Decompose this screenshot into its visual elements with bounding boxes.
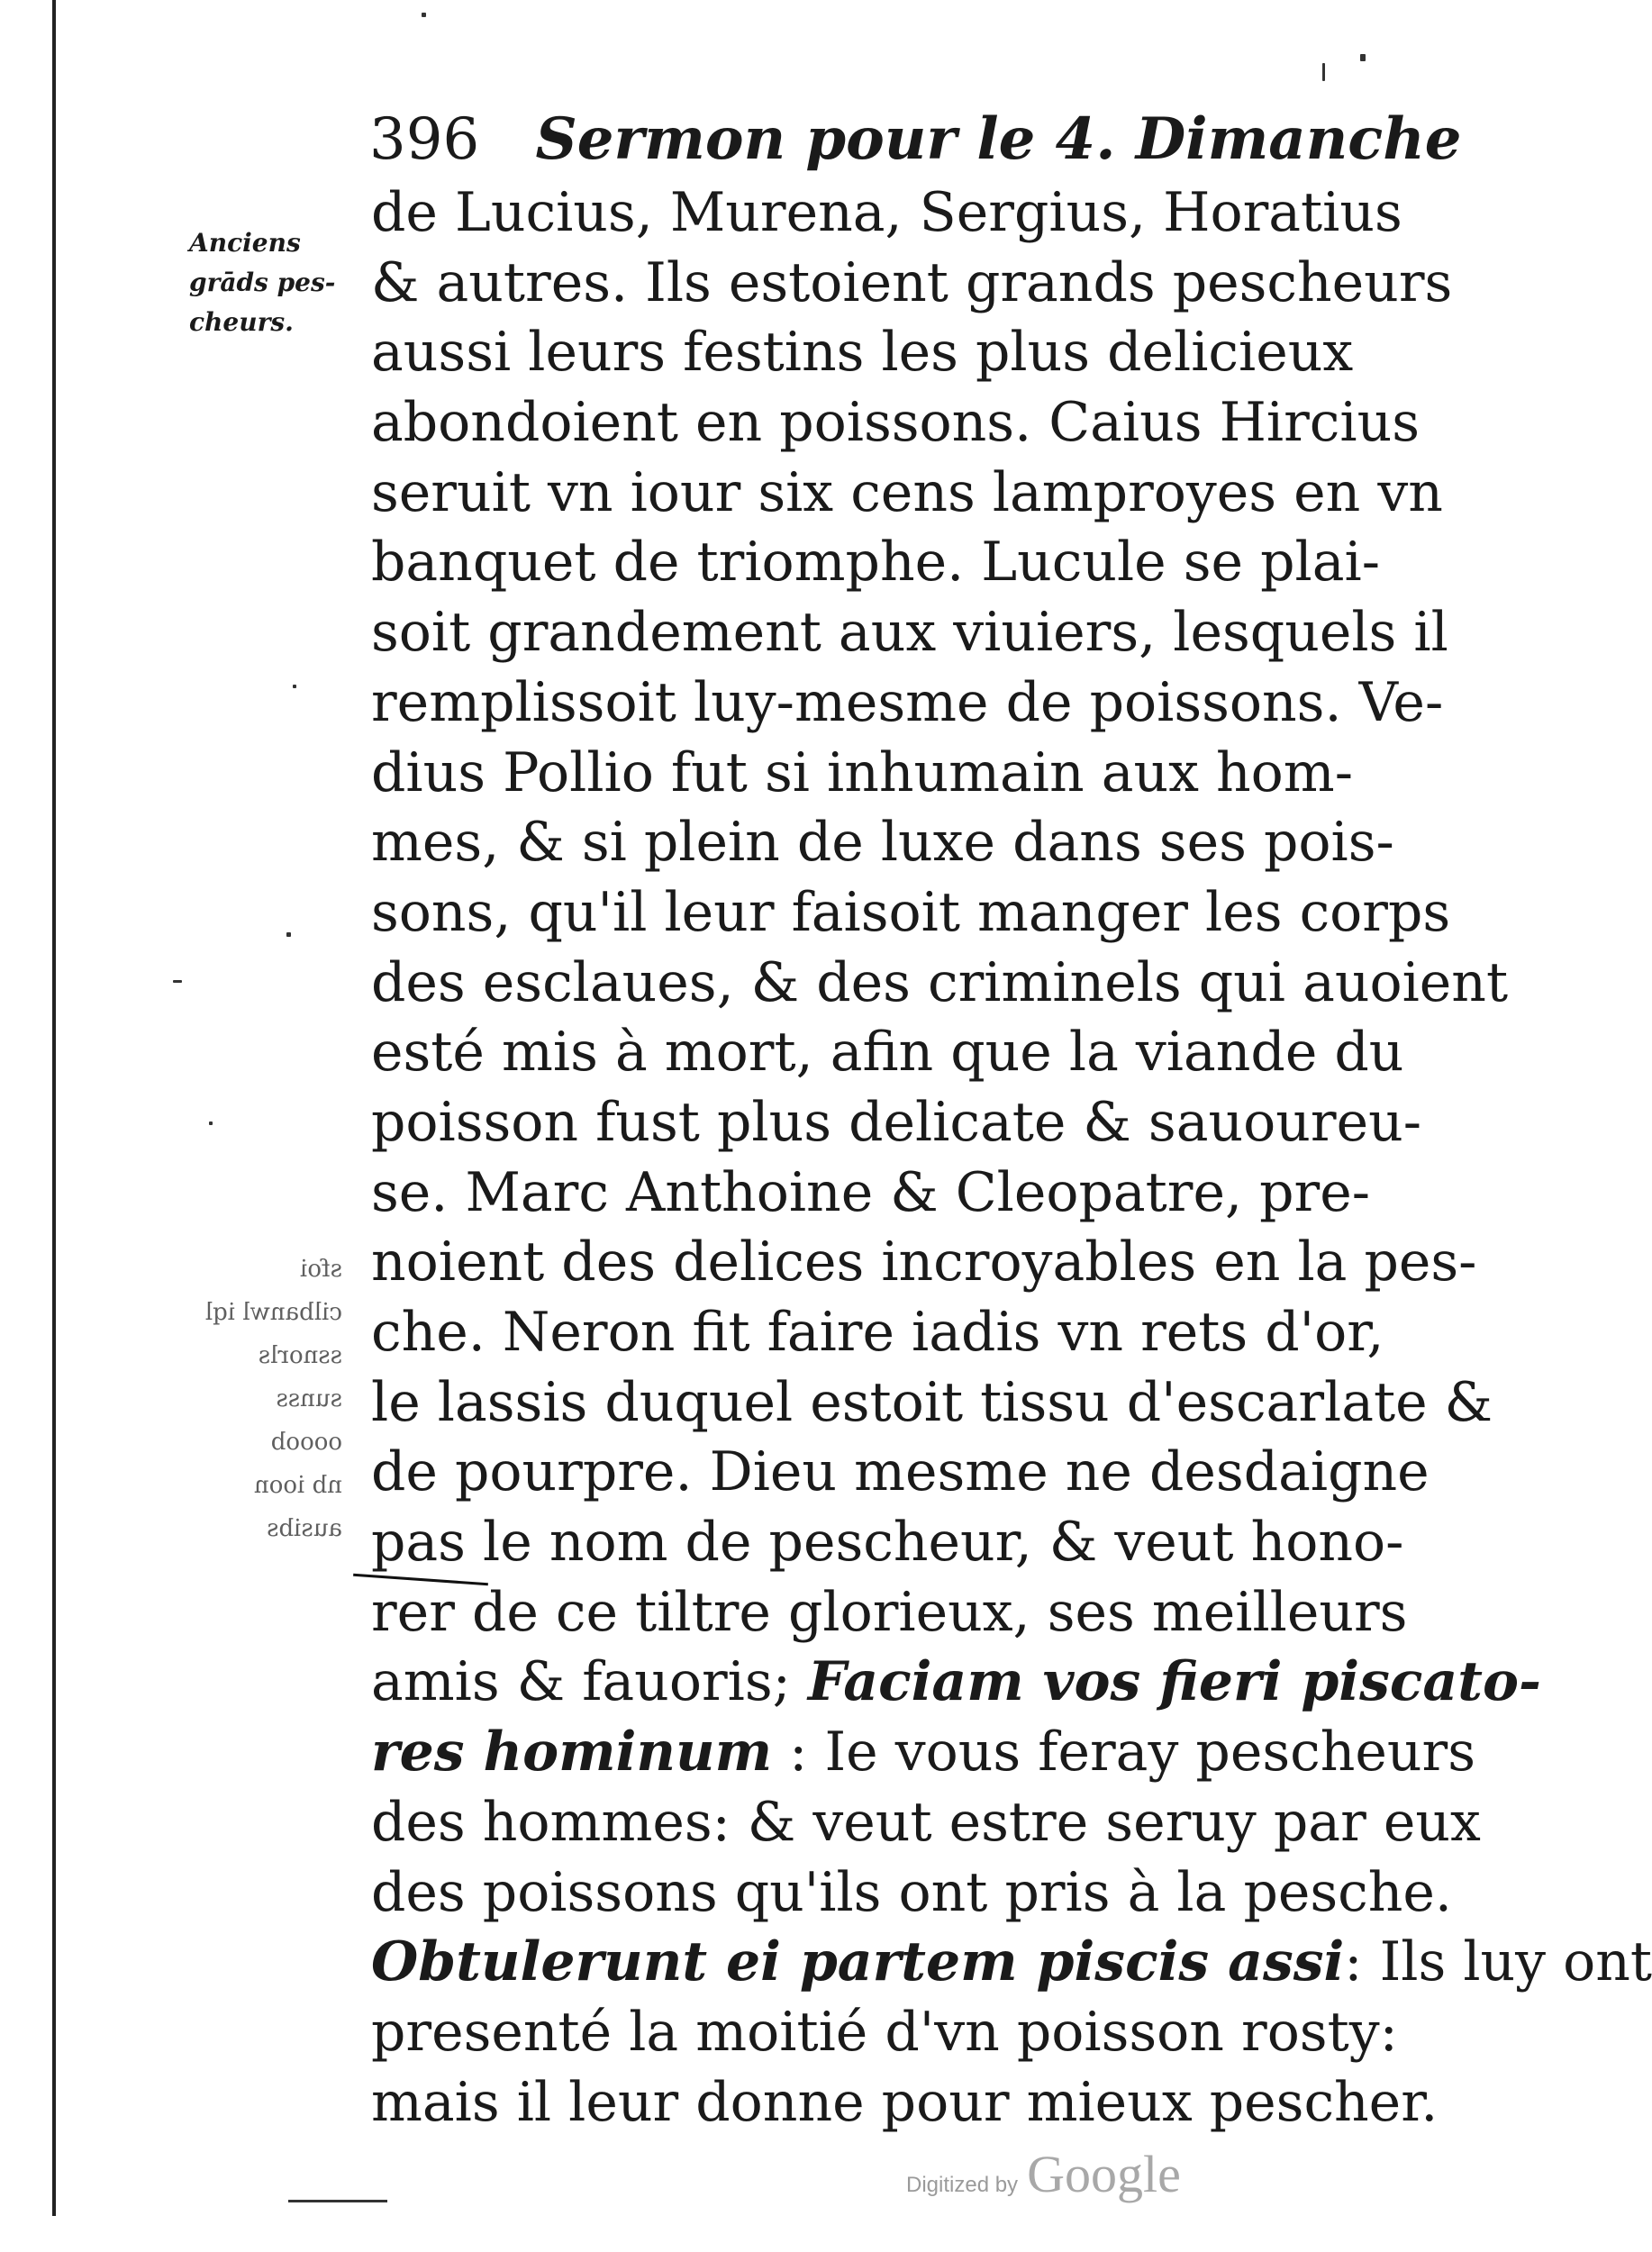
ink-speck (1360, 54, 1366, 61)
binding-edge (52, 0, 56, 2216)
watermark-prefix: Digitized by (906, 2173, 1019, 2197)
page-number: 396 (369, 106, 480, 173)
text-line: noient des delices incroyables en la pes- (371, 1230, 1477, 1294)
text-line: presenté la moitié d'vn poisson rosty: (371, 2000, 1398, 2064)
text-line: le lassis duquel estoit tissu d'escarlate & (371, 1370, 1493, 1434)
margin-note (189, 223, 369, 342)
text-line: banquet de triomphe. Lucule se plai- (371, 531, 1380, 595)
latin-quote: res hominum (371, 1721, 773, 1784)
ink-speck (173, 980, 182, 983)
digitization-watermark (906, 2144, 1181, 2207)
bottom-rule (288, 2200, 387, 2202)
bleed-through-text (171, 1248, 342, 1550)
bleed-line: ausibs (267, 1515, 342, 1542)
page-header (369, 99, 1462, 180)
text-segment: amis & fauoris; (371, 1650, 791, 1714)
ink-speck (209, 1121, 213, 1125)
text-line: des poissons qu'ils ont pris à la pesche. (371, 1860, 1452, 1924)
bleed-line: sfoi (300, 1256, 342, 1283)
text-line: de pourpre. Dieu mesme ne desdaigne (371, 1440, 1430, 1504)
bleed-line: cilbanwl iql (204, 1299, 342, 1326)
text-line: poisson fust plus delicate & sauoureu- (371, 1090, 1421, 1154)
body-text (371, 178, 1652, 2138)
text-line: des esclaues, & des criminels qui auoient (371, 950, 1509, 1014)
running-title: Sermon pour le 4. Dimanche (535, 105, 1462, 173)
text-line: mais il leur donne pour mieux pescher. (371, 2070, 1439, 2134)
watermark-brand: Google (1027, 2145, 1181, 2203)
text-line: abondoient en poissons. Caius Hircius (371, 391, 1421, 455)
text-line: pas le nom de pescheur, & veut hono- (371, 1511, 1404, 1575)
text-line: des hommes: & veut estre seruy par eux (371, 1790, 1481, 1854)
text-line: esté mis à mort, afin que la viande du (371, 1021, 1404, 1085)
bleed-line: ssnorls (258, 1342, 342, 1369)
bleed-line: oooob (270, 1429, 342, 1456)
text-line: soit grandement aux viuiers, lesquels il (371, 601, 1448, 665)
text-line: & autres. Ils estoient grands pescheurs (371, 250, 1453, 314)
margin-note-line: grāds pes- (189, 268, 336, 297)
margin-note-line: cheurs. (189, 307, 294, 337)
ink-speck (286, 932, 291, 937)
ink-speck (293, 685, 296, 688)
latin-quote: Faciam vos fieri piscato- (807, 1650, 1541, 1714)
text-line: seruit vn iour six cens lamproyes en vn (371, 460, 1443, 524)
text-line: remplissoit luy-mesme de poissons. Ve- (371, 670, 1444, 734)
text-line: dius Pollio fut si inhumain aux hom- (371, 740, 1353, 804)
bleed-line: sunss (276, 1385, 342, 1412)
margin-note-line: Anciens (189, 228, 301, 258)
text-line-with-latin (371, 1648, 1541, 1718)
text-line: aussi leurs festins les plus delicieux (371, 321, 1354, 385)
text-segment-rest: : Ie vous feray pescheurs (772, 1721, 1475, 1784)
text-line: che. Neron fit faire iadis vn rets d'or, (371, 1301, 1384, 1364)
text-line: sons, qu'il leur faisoit manger les corps (371, 880, 1451, 944)
ink-speck (422, 13, 426, 17)
latin-quote: Obtulerunt ei partem piscis assi (371, 1930, 1345, 1994)
text-line-with-latin (371, 1928, 1652, 1998)
text-line: mes, & si plein de luxe dans ses pois- (371, 811, 1394, 875)
text-line: de Lucius, Murena, Sergius, Horatius (371, 181, 1402, 244)
bleed-line: nb ioon (253, 1472, 342, 1499)
text-segment-rest: : Ils luy ont (1344, 1930, 1652, 1994)
text-line-with-latin (371, 1718, 1475, 1788)
text-line: rer de ce tiltre glorieux, ses meilleurs (371, 1580, 1408, 1644)
text-line: se. Marc Anthoine & Cleopatre, pre- (371, 1160, 1370, 1224)
ink-speck (1322, 63, 1325, 81)
